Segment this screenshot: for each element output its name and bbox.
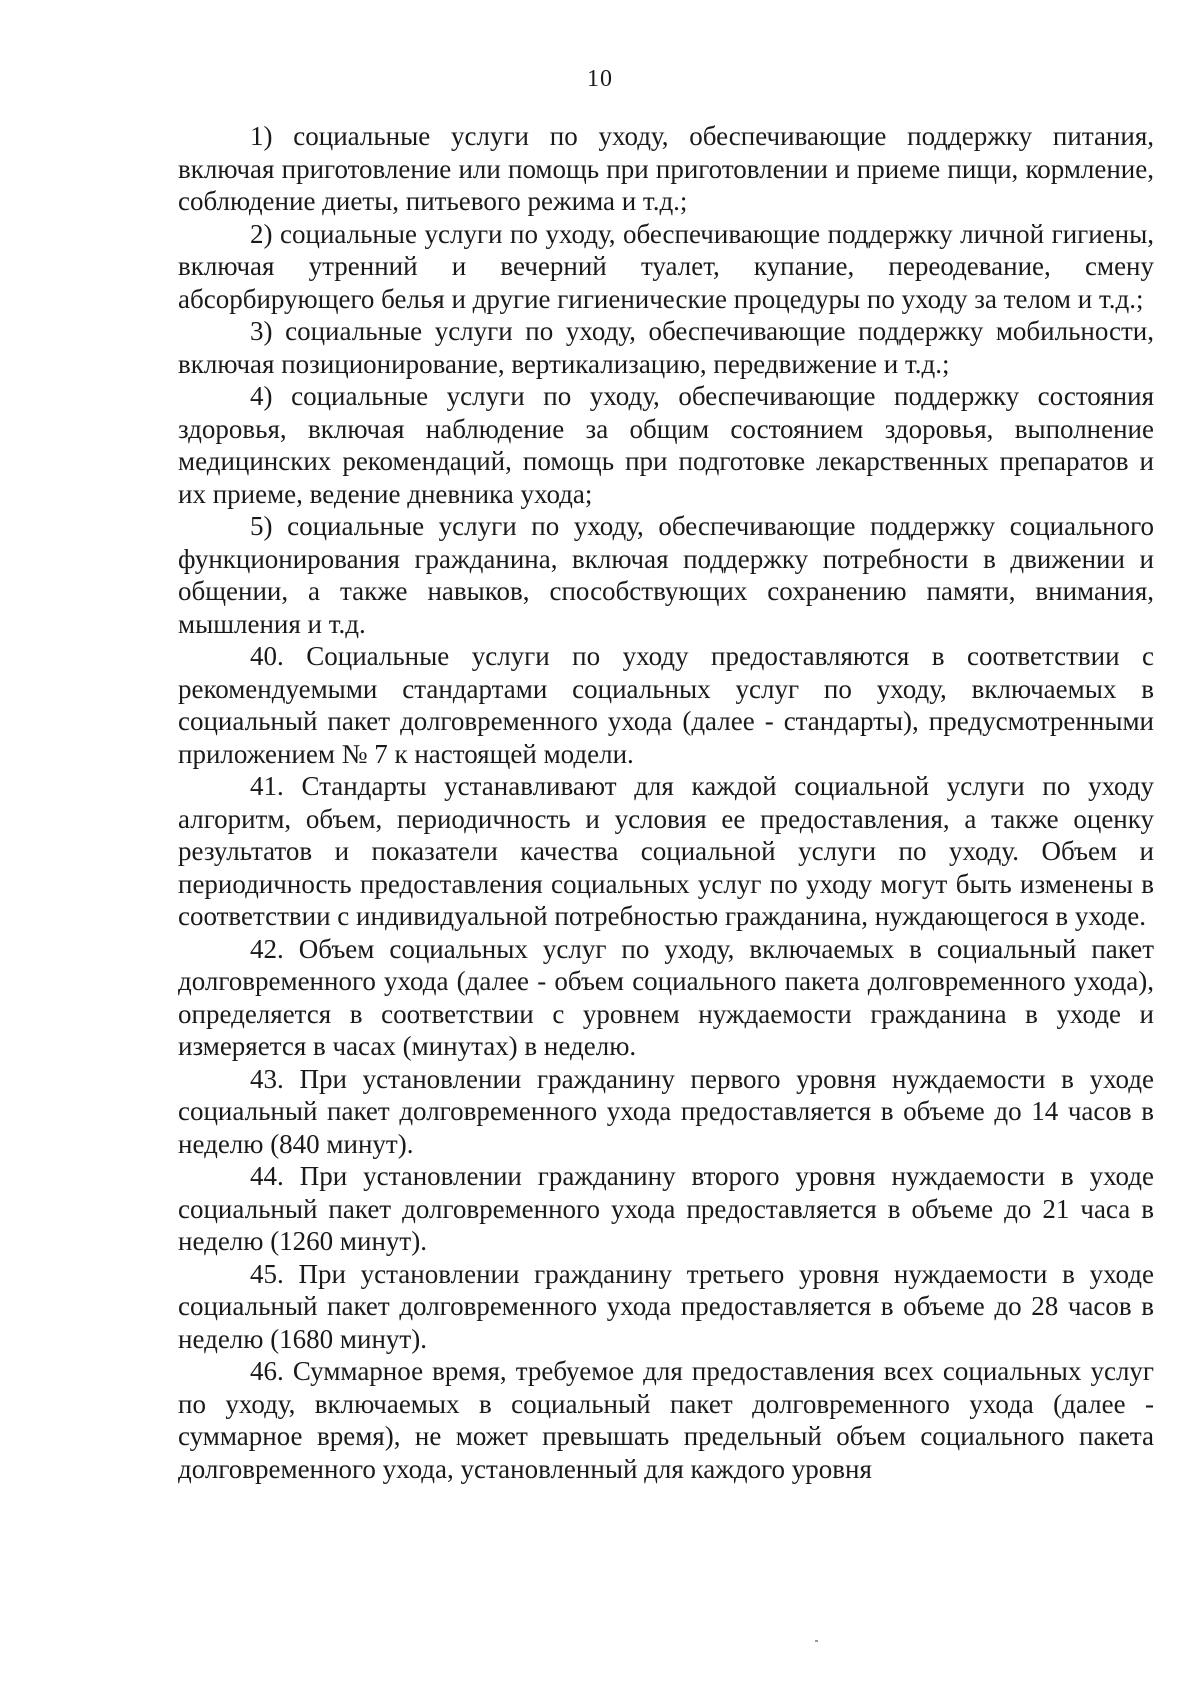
paragraph-clause-46: 46. Суммарное время, требуемое для предоставления всех социальных услуг по уходу, включаемых в социальный пакет долговременного ухода (далее - суммарное время), не может превышать предельный объем социального пакета долговременного ухода, установленный для каждого уровня	[178, 1356, 1154, 1484]
paragraph-clause-42: 42. Объем социальных услуг по уходу, включаемых в социальный пакет долговременного ухода (далее - объем социального пакета долговременного ухода), определяется в соответствии с уровнем нуждаемости гражданина в уходе и измеряется в часах (минутах) в неделю.	[178, 933, 1154, 1061]
paragraph-clause-44: 44. При установлении гражданину второго уровня нуждаемости в уходе социальный пакет долговременного ухода предоставляется в объеме до 21 часа в неделю (1260 минут).	[178, 1161, 1154, 1256]
paragraph-clause-40: 40. Социальные услуги по уходу предоставляются в соответствии с рекомендуемыми стандартами социальных услуг по уходу, включаемых в социальный пакет долговременного ухода (далее - стандарты), предусмотренными приложением № 7 к настоящей модели.	[178, 641, 1154, 769]
paragraph-item-4: 4) социальные услуги по уходу, обеспечивающие поддержку состояния здоровья, включая наблюдение за общим состоянием здоровья, выполнение медицинских рекомендаций, помощь при подготовке лекарственных препаратов и их приеме, ведение дневника ухода;	[178, 381, 1154, 509]
scan-speck	[815, 1640, 818, 1642]
paragraph-item-3: 3) социальные услуги по уходу, обеспечивающие поддержку мобильности, включая позиционирование, вертикализацию, передвижение и т.д.;	[178, 316, 1154, 379]
paragraph-item-5: 5) социальные услуги по уходу, обеспечивающие поддержку социального функционирования гражданина, включая поддержку потребности в движении и общении, а также навыков, способствующих сохранению памяти, внимания, мышления и т.д.	[178, 511, 1154, 639]
page-number: 10	[587, 66, 613, 92]
paragraph-item-1: 1) социальные услуги по уходу, обеспечивающие поддержку питания, включая приготовление или помощь при приготовлении и приеме пищи, кормление, соблюдение диеты, питьевого режима и т.д.;	[178, 121, 1154, 216]
document-body	[178, 120, 1154, 1485]
paragraph-clause-41: 41. Стандарты устанавливают для каждой социальной услуги по уходу алгоритм, объем, периодичность и условия ее предоставления, а также оценку результатов и показатели качества социальной услуги по уходу. Объем и периодичность предоставления социальных услуг по уходу могут быть изменены в соответствии с индивидуальной потребностью гражданина, нуждающегося в уходе.	[178, 771, 1154, 931]
paragraph-item-2: 2) социальные услуги по уходу, обеспечивающие поддержку личной гигиены, включая утренний и вечерний туалет, купание, переодевание, смену абсорбирующего белья и другие гигиенические процедуры по уходу за телом и т.д.;	[178, 218, 1154, 314]
paragraph-clause-45: 45. При установлении гражданину третьего уровня нуждаемости в уходе социальный пакет долговременного ухода предоставляется в объеме до 28 часов в неделю (1680 минут).	[178, 1258, 1154, 1354]
paragraph-clause-43: 43. При установлении гражданину первого уровня нуждаемости в уходе социальный пакет долговременного ухода предоставляется в объеме до 14 часов в неделю (840 минут).	[178, 1063, 1154, 1159]
